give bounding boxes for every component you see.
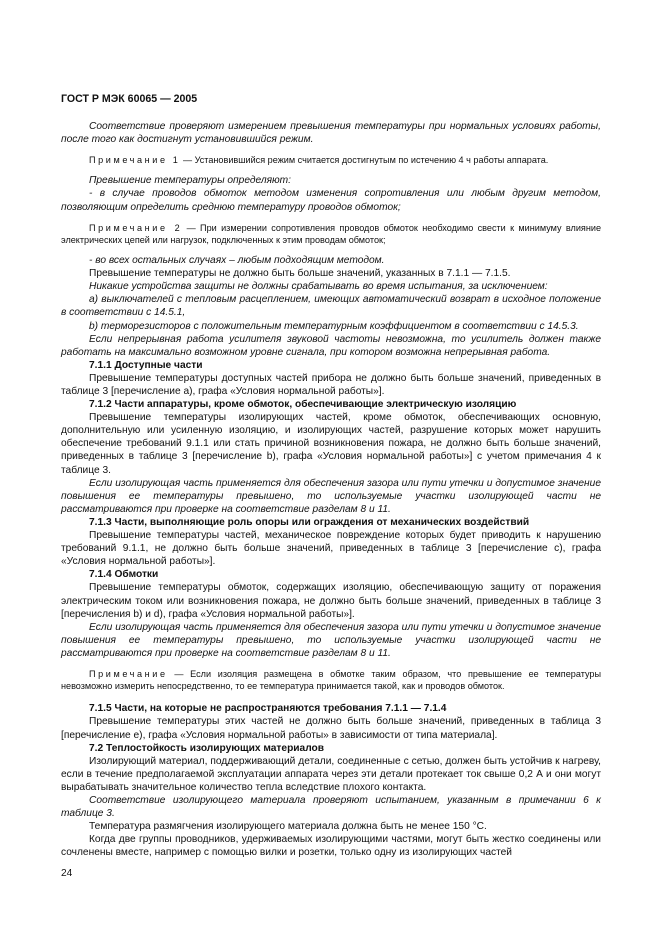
note-paragraph <box>61 222 601 246</box>
body-paragraph: Превышение температуры изолирующих частей, кроме обмоток, обеспечивающих основную, дополнительную или усиленную изоляцию, и изолирующих частей, разрушение которых может нарушить обеспечение требований 9.1.1 или стать причиной возникновения пожара, не должно быть больше значений, приведенных в таблице 3 [перечисление b), графа «Условия нормальной работы»] с учетом примечания 4 к таблице 3. <box>61 412 601 476</box>
note-text: — При измерении сопротивления проводов обмоток необходимо свести к минимуму влияние электрических цепей или нагрузок, подключенных к этим проводам обмоток; <box>61 222 601 245</box>
note-label: Примечание 2 <box>89 222 183 233</box>
body-paragraph: - в случае проводов обмоток методом изменения сопротивления или любым другим методом, позволяющим определить среднюю температуру проводов обмоток; <box>61 188 601 213</box>
body-paragraph: Превышение температуры доступных частей прибора не должно быть больше значений, приведенных в таблице 3 [перечисление а), графа «Условия нормальной работы»]. <box>61 372 601 398</box>
body-paragraph: Превышение температуры определяют: <box>89 175 292 187</box>
body-paragraph: Когда две группы проводников, удерживаемых изолирующими частями, могут быть жестко соединены или сочленены вместе, например с помощью вилки и розетки, только одну из изолирующих частей <box>61 834 601 859</box>
body-paragraph: а) выключателей с тепловым расцеплением, имеющих автоматический возврат в исходное положение в соответствии с 14.5.1, <box>61 294 601 319</box>
note-paragraph <box>61 154 601 166</box>
note-text: — Если изоляция размещена в обмотке таким образом, что превышение ее температуры невозможно измерить непосредственно, то ее температура принимается такой, как и проводов обмоток. <box>61 668 601 692</box>
body-paragraph: Если изолирующая часть применяется для обеспечения зазора или пути утечки и допустимое значение повышения ее температуры превышено, то используемые участки изолирующей части не рассматриваются при проверке на соответствие разделам 8 и 11. <box>61 477 601 515</box>
body-paragraph: Если изолирующая часть применяется для обеспечения зазора или пути утечки и допустимое значение повышения ее температуры превышено, то используемые участки изолирующей части не рассматриваются при проверке на соответствие разделам 8 и 11. <box>61 621 601 659</box>
body-paragraph: Превышение температуры частей, механическое повреждение которых будет приводить к нарушению требований 9.1.1, не должно быть больше значений, приведенных в таблице 3 [перечисление с), графа «Условия нормальной работы»]. <box>61 530 601 568</box>
body-paragraph: - во всех остальных случаях – любым подходящим методом. <box>89 255 385 267</box>
section-heading: 7.1.1 Доступные части <box>89 359 203 371</box>
body-paragraph: b) терморезисторов с положительным температурным коэффициентом в соответствии с 14.5.3. <box>89 320 579 332</box>
body-paragraph: Соответствие изолирующего материала проверяют испытанием, указанным в примечании 6 к таблице 3. <box>61 795 601 820</box>
paragraph-spacer <box>61 146 601 154</box>
paragraph-spacer <box>61 166 601 174</box>
body-paragraph: Превышение температуры этих частей не должно быть больше значений, приведенных в таблица 3 [перечисление е), графа «Условия нормальной работы» в зависимости от типа материала]. <box>61 716 601 741</box>
document-body <box>61 110 601 860</box>
page-number: 24 <box>61 868 73 879</box>
paragraph-spacer <box>61 246 601 254</box>
section-heading: 7.1.5 Части, на которые не распространяются требования 7.1.1 — 7.1.4 <box>89 703 447 715</box>
section-heading: 7.1.3 Части, выполняющие роль опоры или ограждения от механических воздействий <box>89 516 530 528</box>
body-paragraph: Соответствие проверяют измерением превышения температуры при нормальных условиях работы, после того как достигнут установившийся режим. <box>61 121 601 146</box>
document-header: ГОСТ Р МЭК 60065 — 2005 <box>61 93 198 105</box>
body-paragraph: Превышение температуры не должно быть больше значений, указанных в 7.1.1 — 7.1.5. <box>89 268 511 280</box>
paragraph-spacer <box>61 214 601 222</box>
section-heading: 7.1.4 Обмотки <box>89 569 159 581</box>
body-paragraph: Температура размягчения изолирующего материала должна быть не менее 150 °С. <box>89 821 487 833</box>
paragraph-spacer <box>61 692 601 702</box>
paragraph-spacer <box>61 660 601 668</box>
section-heading: 7.2 Теплостойкость изолирующих материалов <box>89 742 325 754</box>
note-text: — Установившийся режим считается достигнутым по истечению 4 ч работы аппарата. <box>180 155 549 166</box>
note-label: Примечание 1 <box>89 155 181 166</box>
section-heading: 7.1.2 Части аппаратуры, кроме обмоток, обеспечивающие электрическую изоляцию <box>89 399 517 411</box>
paragraph-spacer <box>61 110 601 120</box>
body-paragraph: Никакие устройства защиты не должны срабатывать во время испытания, за исключением: <box>89 281 548 293</box>
body-paragraph: Если непрерывная работа усилителя звуковой частоты невозможна, то усилитель должен также работать на максимально возможном уровне сигнала, при котором возможна непрерывная работа. <box>61 333 601 358</box>
body-paragraph: Превышение температуры обмоток, содержащих изоляцию, обеспечивающую защиту от поражения электрическим током или возникновения пожара, не должно быть больше значений, приведенных в таблице 3 [перечисления b) и d), графа «Условия нормальной работы»]. <box>61 582 601 620</box>
note-paragraph <box>61 668 601 692</box>
body-paragraph: Изолирующий материал, поддерживающий детали, соединенные с сетью, должен быть устойчив к нагреву, если в течение предполагаемой эксплуатации аппарата через эти детали протекает ток свыше 0,2 А и они могут вырабатывать значительное количество тепла вследствие плохого контакта. <box>61 755 601 793</box>
note-label: Примечание <box>89 668 168 679</box>
